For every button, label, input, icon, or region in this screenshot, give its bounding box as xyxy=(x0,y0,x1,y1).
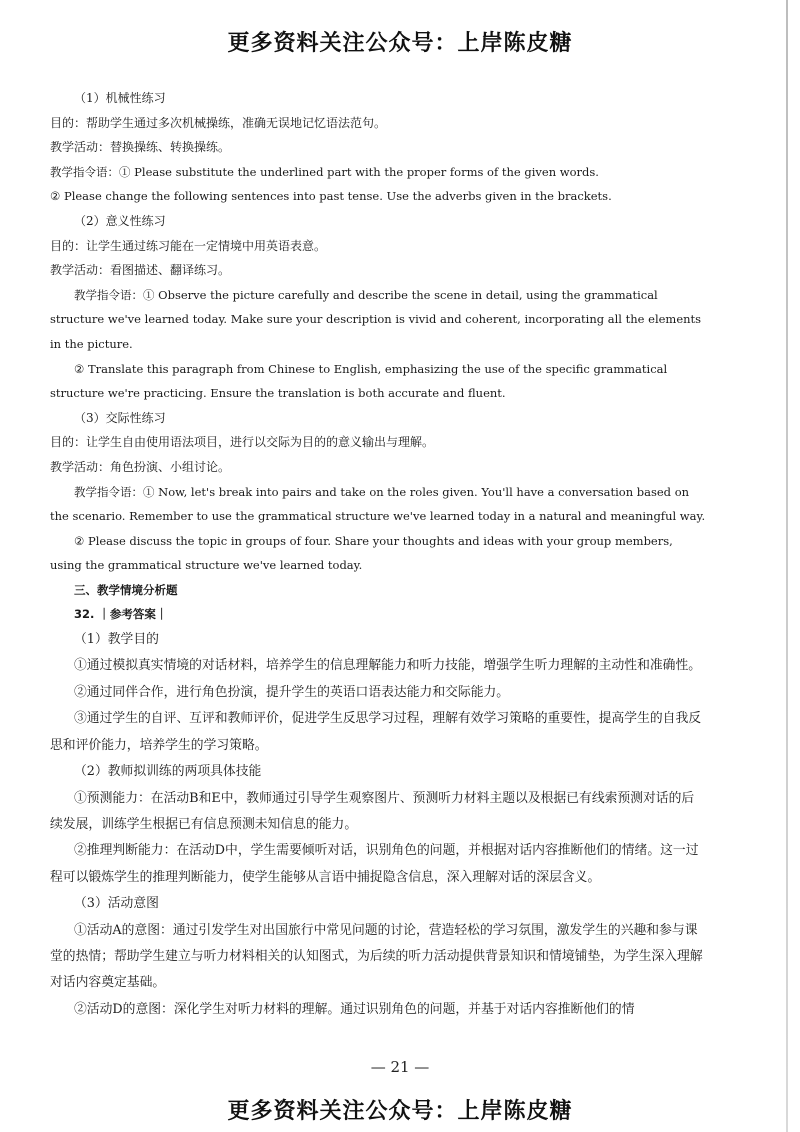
document-body xyxy=(50,86,706,1023)
footer-banner: 更多资料关注公众号：上岸陈皮糖 xyxy=(227,1099,573,1124)
meaningful-practice-instruction-2: ② Translate this paragraph from Chinese to English, emphasizing the use of the specific grammatical structure we're practicing. Ensure the translation is both accurate and fluent. xyxy=(50,361,668,401)
activity-intent-title: （3）活动意图 xyxy=(74,896,159,912)
communicative-practice-activity: 教学活动：角色扮演、小组讨论。 xyxy=(50,459,231,474)
mechanical-practice-title: （1）机械性练习 xyxy=(74,91,166,105)
section-heading: 三、教学情境分析题 xyxy=(74,582,178,597)
answer-block xyxy=(50,627,706,1023)
meaningful-practice-activity: 教学活动：看图描述、翻译练习。 xyxy=(50,263,231,278)
mechanical-practice-instruction-1: 教学指令语：① Please substitute the underlined part with the proper forms of the given words. xyxy=(50,164,599,179)
communicative-practice-goal: 目的：让学生自由使用语法项目，进行以交际为目的的意义输出与理解。 xyxy=(50,435,435,450)
communicative-practice-instruction-2: ② Please discuss the topic in groups of four. Share your thoughts and ideas with your group members, using the grammatical structure we've learned today. xyxy=(50,533,673,573)
teaching-goal-2: ②通过同伴合作，进行角色扮演，提升学生的英语口语表达能力和交际能力。 xyxy=(74,684,510,700)
skills-title: （2）教师拟训练的两项具体技能 xyxy=(74,764,262,780)
activity-intent-1: ①活动A的意图：通过引发学生对出国旅行中常见问题的讨论，营造轻松的学习氛围，激发学生的兴趣和参与课堂的热情；帮助学生建立与听力材料相关的认知图式，为后续的听力活动提供背景知识和情境铺垫，为学生深入理解对话内容奠定基础。 xyxy=(50,922,703,991)
page-edge xyxy=(786,0,788,1132)
meaningful-practice-instruction-1: 教学指令语：① Observe the picture carefully and describe the scene in detail, using the grammatical structure we've learned today. Make sure your description is vivid and coherent, incorporating all the elements in the picture. xyxy=(50,287,702,351)
communicative-practice-title: （3）交际性练习 xyxy=(74,410,166,425)
page-number: — 21 — xyxy=(370,1058,430,1076)
communicative-practice-instruction-1: 教学指令语：① Now, let's break into pairs and take on the roles given. You'll have a conversation based on the scenario. Remember to use the grammatical structure we've learned today in a natural and meaningful way. xyxy=(50,484,706,524)
activity-intent-2: ②活动D的意图：深化学生对听力材料的理解。通过识别角色的问题，并基于对话内容推断他们的情 xyxy=(74,1001,635,1017)
skill-2: ②推理判断能力：在活动D中，学生需要倾听对话，识别角色的问题，并根据对话内容推断他们的情绪。这一过程可以锻炼学生的推理判断能力，使学生能够从言语中捕捉隐含信息，深入理解对话的深层含义。 xyxy=(50,843,699,885)
mechanical-practice-instruction-2: ② Please change the following sentences into past tense. Use the adverbs given in the brackets. xyxy=(50,189,612,204)
meaningful-practice-goal: 目的：让学生通过练习能在一定情境中用英语表意。 xyxy=(50,238,327,253)
meaningful-practice-title: （2）意义性练习 xyxy=(74,213,166,228)
teaching-goal-3: ③通过学生的自评、互评和教师评价，促进学生反思学习过程，理解有效学习策略的重要性，提高学生的自我反思和评价能力，培养学生的学习策略。 xyxy=(50,711,702,753)
header-banner: 更多资料关注公众号：上岸陈皮糖 xyxy=(227,31,573,56)
mechanical-practice-goal: 目的：帮助学生通过多次机械操练，准确无误地记忆语法范句。 xyxy=(50,115,387,130)
mechanical-practice-activity: 教学活动：替换操练、转换操练。 xyxy=(50,140,231,155)
skill-1: ①预测能力：在活动B和E中，教师通过引导学生观察图片、预测听力材料主题以及根据已有线索预测对话的后续发展，训练学生根据已有信息预测未知信息的能力。 xyxy=(50,790,695,832)
question-answer-label: 32. ｜参考答案｜ xyxy=(74,607,168,622)
teaching-goal-title: （1）教学目的 xyxy=(74,632,159,648)
teaching-goal-1: ①通过模拟真实情境的对话材料，培养学生的信息理解能力和听力技能，增强学生听力理解的主动性和准确性。 xyxy=(74,658,702,674)
